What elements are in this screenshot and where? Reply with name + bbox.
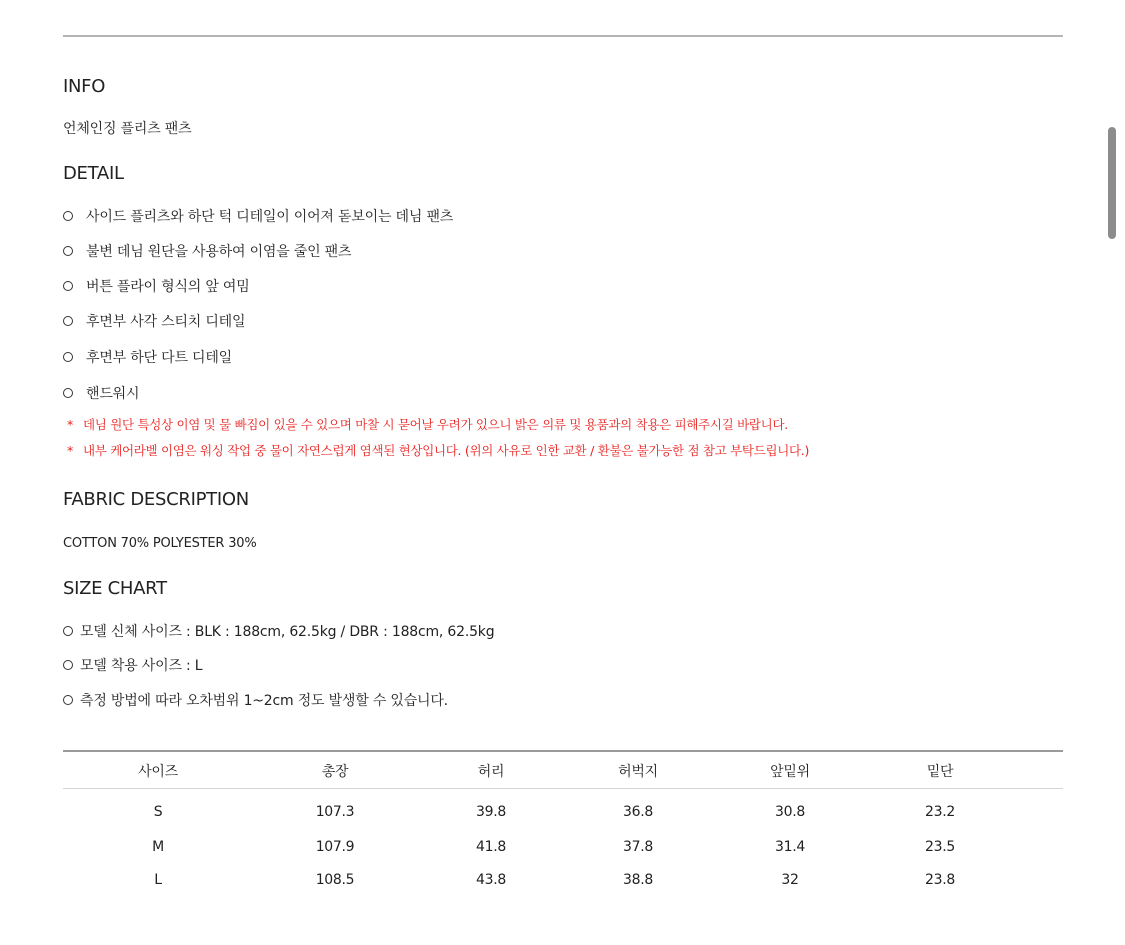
circle-bullet-icon [63, 388, 73, 398]
circle-bullet-icon [63, 316, 73, 326]
table-cell: 41.8 [476, 839, 506, 855]
table-cell: M [152, 839, 164, 855]
detail-item-text: 버튼 플라이 형식의 앞 여밈 [86, 279, 250, 295]
detail-item-text: 후면부 사각 스티치 디테일 [86, 314, 246, 330]
warning-text: 내부 케어라벨 이염은 워싱 작업 중 물이 자연스럽게 염색된 현상입니다. (위의 사유로 인한 교환 / 환불은 불가능한 점 참고 부탁드립니다.) [83, 443, 810, 458]
header-cell-length: 총장 [321, 764, 349, 780]
detail-item [63, 347, 232, 367]
size-note-text: 모델 착용 사이즈 : L [80, 658, 203, 674]
detail-item [63, 276, 250, 296]
circle-bullet-icon [63, 211, 73, 221]
circle-bullet-icon [63, 626, 73, 636]
fabric-text: COTTON 70% POLYESTER 30% [63, 536, 257, 551]
size-note-text: 모델 신체 사이즈 : BLK : 188cm, 62.5kg / DBR : 188cm, 62.5kg [80, 624, 495, 640]
product-name: 언체인징 플리츠 팬츠 [63, 121, 192, 137]
warning-note [67, 441, 809, 459]
warning-note [67, 415, 788, 433]
table-cell: 23.8 [925, 872, 955, 888]
asterisk-mark: * [67, 417, 73, 432]
fabric-heading: FABRIC DESCRIPTION [63, 489, 249, 510]
table-cell: 30.8 [775, 804, 805, 820]
size-note [63, 655, 202, 675]
top-divider [63, 35, 1063, 37]
table-cell: 23.2 [925, 804, 955, 820]
detail-item-text: 사이드 플리츠와 하단 턱 디테일이 이어져 돋보이는 데님 팬츠 [86, 209, 454, 225]
table-cell: 37.8 [623, 839, 653, 855]
size-note [63, 690, 448, 710]
size-note-text: 측정 방법에 따라 오차범위 1~2cm 정도 발생할 수 있습니다. [80, 693, 448, 709]
vertical-scrollbar[interactable] [1108, 127, 1116, 239]
table-cell: 108.5 [315, 872, 355, 888]
detail-item [63, 311, 245, 331]
asterisk-mark: * [67, 443, 73, 458]
table-cell: 39.8 [476, 804, 506, 820]
table-cell: 43.8 [476, 872, 506, 888]
table-cell: 107.9 [315, 839, 355, 855]
circle-bullet-icon [63, 695, 73, 705]
detail-item-text: 핸드워시 [86, 386, 140, 402]
detail-item [63, 241, 351, 261]
warning-text: 데님 원단 특성상 이염 및 물 빠짐이 있을 수 있으며 마찰 시 묻어날 우려가 있으니 밝은 의류 및 용품과의 착용은 피해주시길 바랍니다. [83, 417, 788, 432]
table-cell: L [154, 872, 162, 888]
detail-item [63, 206, 453, 226]
circle-bullet-icon [63, 246, 73, 256]
table-cell: 107.3 [315, 804, 355, 820]
header-cell-waist: 허리 [477, 764, 505, 780]
table-cell: 23.5 [925, 839, 955, 855]
header-cell-thigh: 허벅지 [618, 764, 658, 780]
header-cell-front-rise: 앞밑위 [770, 764, 810, 780]
circle-bullet-icon [63, 352, 73, 362]
size-note [63, 621, 494, 641]
size-chart-heading: SIZE CHART [63, 578, 167, 599]
detail-item-text: 불변 데님 원단을 사용하여 이염을 줄인 팬츠 [86, 244, 352, 260]
detail-heading: DETAIL [63, 163, 124, 184]
detail-item-text: 후면부 하단 다트 디테일 [86, 350, 232, 366]
table-cell: 32 [781, 872, 799, 888]
table-top-border [63, 750, 1063, 752]
info-heading: INFO [63, 76, 106, 97]
table-cell: 36.8 [623, 804, 653, 820]
circle-bullet-icon [63, 281, 73, 291]
table-cell: 38.8 [623, 872, 653, 888]
table-cell: 31.4 [775, 839, 805, 855]
table-cell: S [153, 804, 163, 820]
header-cell-size: 사이즈 [138, 764, 178, 780]
table-header-divider [63, 788, 1063, 789]
circle-bullet-icon [63, 660, 73, 670]
detail-item [63, 383, 139, 403]
header-cell-hem: 밑단 [926, 764, 954, 780]
